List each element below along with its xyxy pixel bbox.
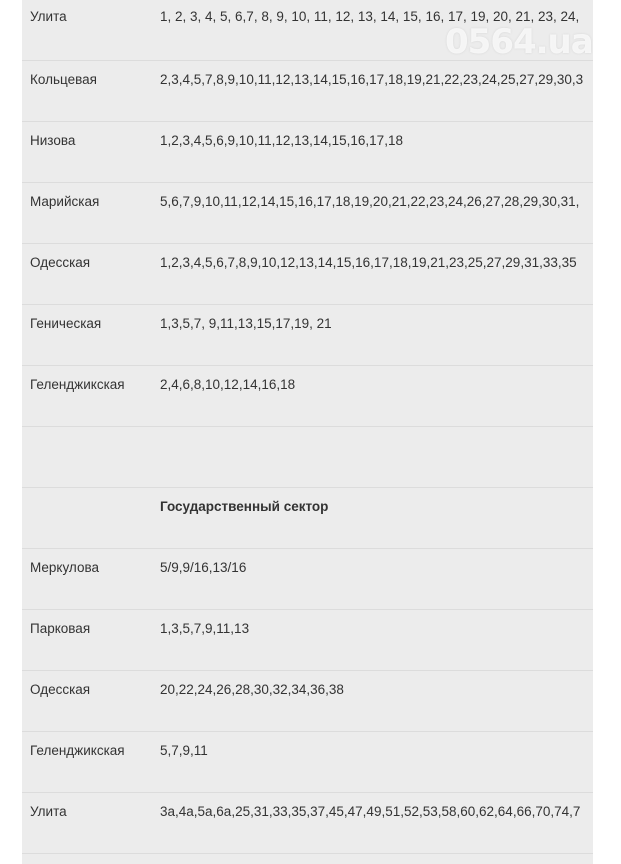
street-name: Улита bbox=[30, 804, 67, 819]
house-numbers: 1,2,3,4,5,6,7,8,9,10,12,13,14,15,16,17,18,19,21,23,25,27,29,31,33,35 bbox=[160, 255, 577, 270]
street-name: Одесская bbox=[30, 682, 91, 697]
street-name: Геническая bbox=[30, 316, 102, 331]
house-numbers: 5,7,9,11 bbox=[160, 743, 208, 758]
house-numbers: 1,3,5,7, 9,11,13,15,17,19, 21 bbox=[160, 316, 332, 331]
section-header: Государственный сектор bbox=[160, 499, 329, 514]
house-numbers: 2,3,4,5,7,8,9,10,11,12,13,14,15,16,17,18,19,21,22,23,24,25,27,29,30,3 bbox=[160, 72, 584, 87]
house-numbers: 20,22,24,26,28,30,32,34,36,38 bbox=[160, 682, 344, 697]
table-row bbox=[22, 549, 593, 610]
house-numbers: 2,4,6,8,10,12,14,16,18 bbox=[160, 377, 296, 392]
street-name: Кольцевая bbox=[30, 72, 97, 87]
street-name: Меркулова bbox=[30, 560, 99, 575]
site-watermark-logo: 0564.ua bbox=[445, 22, 593, 62]
house-numbers: 5/9,9/16,13/16 bbox=[160, 560, 247, 575]
house-numbers: 5,6,7,9,10,11,12,14,15,16,17,18,19,20,21,22,23,24,26,27,28,29,30,31, bbox=[160, 194, 580, 209]
table-row bbox=[22, 183, 593, 244]
table-row bbox=[22, 122, 593, 183]
house-numbers: 1, 2, 3, 4, 5, 6,7, 8, 9, 10, 11, 12, 13, 14, 15, 16, 17, 19, 20, 21, 23, 24, bbox=[160, 9, 580, 24]
table-row bbox=[22, 610, 593, 671]
empty-row bbox=[22, 427, 593, 488]
addresses-table bbox=[22, 0, 593, 864]
table-row bbox=[22, 793, 593, 854]
street-name: Одесская bbox=[30, 255, 91, 270]
table-row bbox=[22, 61, 593, 122]
table-row bbox=[22, 244, 593, 305]
street-name: Геленджикская bbox=[30, 377, 125, 392]
table-row bbox=[22, 732, 593, 793]
street-name: Геленджикская bbox=[30, 743, 125, 758]
table-row bbox=[22, 671, 593, 732]
table-row bbox=[22, 305, 593, 366]
house-numbers: 3a,4a,5a,6a,25,31,33,35,37,45,47,49,51,52,53,58,60,62,64,66,70,74,7 bbox=[160, 804, 581, 819]
section-header-row bbox=[22, 488, 593, 549]
street-name: Низова bbox=[30, 133, 76, 148]
street-name: Марийская bbox=[30, 194, 100, 209]
house-numbers: 1,3,5,7,9,11,13 bbox=[160, 621, 250, 636]
table-row bbox=[22, 366, 593, 427]
street-name: Улита bbox=[30, 9, 67, 24]
house-numbers: 1,2,3,4,5,6,9,10,11,12,13,14,15,16,17,18 bbox=[160, 133, 403, 148]
street-name: Парковая bbox=[30, 621, 91, 636]
